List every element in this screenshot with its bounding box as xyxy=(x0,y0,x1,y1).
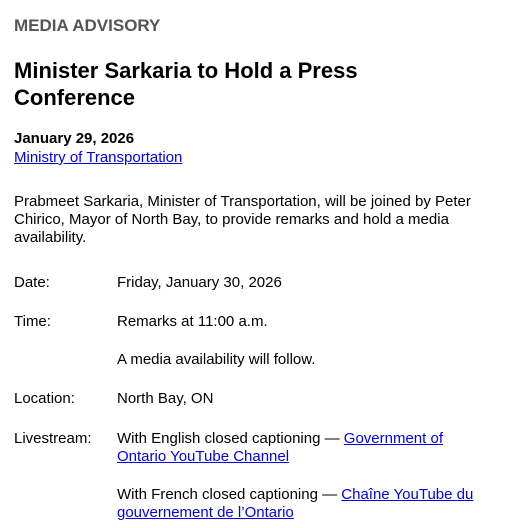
location-value: North Bay, ON xyxy=(117,390,214,407)
english-livestream xyxy=(117,430,492,466)
time-label: Time: xyxy=(14,313,51,330)
page-title: Minister Sarkaria to Hold a Press Conference xyxy=(14,58,358,110)
advisory-label: MEDIA ADVISORY xyxy=(14,16,161,35)
release-date: January 29, 2026 xyxy=(14,130,135,147)
french-livestream xyxy=(117,486,492,522)
date-label: Date: xyxy=(14,274,50,291)
time-note: A media availability will follow. xyxy=(117,351,316,368)
time-value: Remarks at 11:00 a.m. xyxy=(117,313,268,330)
date-value: Friday, January 30, 2026 xyxy=(117,274,282,291)
location-label: Location: xyxy=(14,390,75,407)
english-captioning-text: With English closed captioning — xyxy=(117,430,344,447)
french-youtube-link[interactable]: Chaîne YouTube du gouvernement de l’Ontario xyxy=(117,486,474,521)
livestream-label: Livestream: xyxy=(14,430,92,447)
french-captioning-text: With French closed captioning — xyxy=(117,486,342,503)
english-youtube-link[interactable]: Government of Ontario YouTube Channel xyxy=(117,430,443,465)
ministry-link[interactable]: Ministry of Transportation xyxy=(14,149,183,166)
intro-paragraph: Prabmeet Sarkaria, Minister of Transportation, will be joined by Peter Chirico, Mayor of North Bay, to provide remarks and hold a media availability. xyxy=(14,193,471,246)
